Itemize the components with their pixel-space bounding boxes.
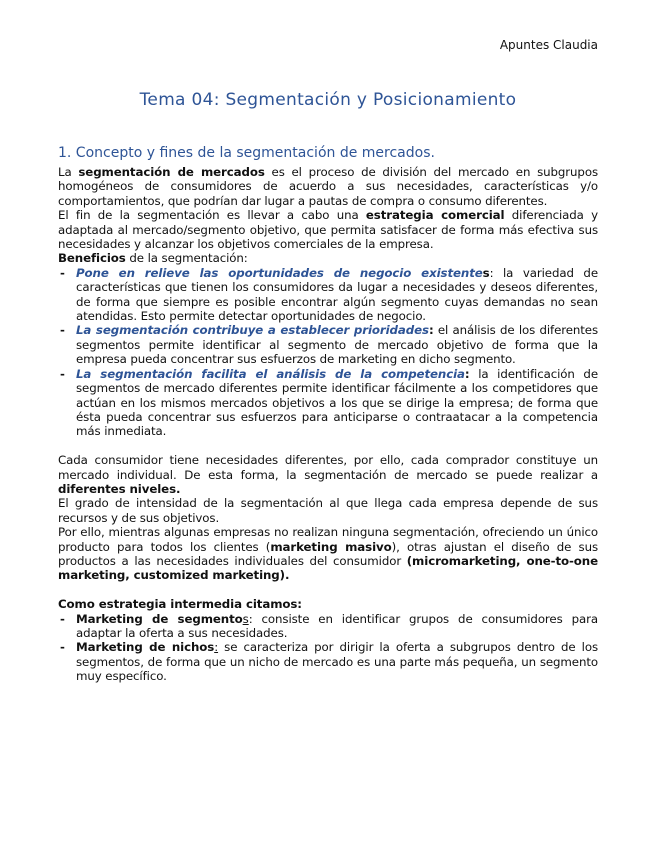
paragraph-levels: Cada consumidor tiene necesidades diferentes, por ello, cada comprador constituye un mercado individual. De esta forma, la segmentación de mercado se puede realizar a diferentes niveles. <box>58 453 598 496</box>
section-heading: 1. Concepto y fines de la segmentación de mercados. <box>58 145 435 161</box>
paragraph-intensity: El grado de intensidad de la segmentación al que llega cada empresa depende de sus recursos y de sus objetivos. <box>58 496 598 525</box>
strategy-item: - Marketing de segmentos: consiste en identificar grupos de consumidores para adaptar la oferta a sus necesidades. <box>58 612 598 641</box>
page-header-author: Apuntes Claudia <box>499 38 598 52</box>
section-body <box>58 165 598 684</box>
paragraph-definition: La segmentación de mercados es el proceso de división del mercado en subgrupos homogéneos de consumidores de acuerdo a sus necesidades, características y/o comportamientos, que podrían dar lugar a pautas de compra o consumo diferentes. <box>58 165 598 208</box>
strategy-item: - Marketing de nichos: se caracteriza por dirigir la oferta a subgrupos dentro de los segmentos, de forma que un nicho de mercado es una parte más pequeña, un segmento muy específico. <box>58 640 598 683</box>
benefits-heading: Beneficios de la segmentación: <box>58 251 248 266</box>
paragraph-purpose: El fin de la segmentación es llevar a cabo una estrategia comercial diferenciada y adaptada al mercado/segmento objetivo, que permita satisfacer de forma más efectiva sus necesidades y alcanzar los objetivos comerciales de la empresa. <box>58 208 598 252</box>
benefit-item: - Pone en relieve las oportunidades de negocio existentes: la variedad de características que tienen los consumidores da lugar a necesidades y deseos diferentes, de forma que siempre es posible encontrar algún segmento cuyas demandas no sean atendidas. Esto permite detectar oportunidades de negocio. <box>58 266 598 324</box>
strategy-heading: Como estrategia intermedia citamos: <box>58 597 302 612</box>
page-title: Tema 04: Segmentación y Posicionamiento <box>139 90 517 110</box>
benefit-item: - La segmentación facilita el análisis de la competencia: la identificación de segmentos de mercado diferentes permite identificar fácilmente a los competidores que actúan en los mismos mercados objetivos a los que se dirige la empresa; de forma que ésta pueda concentrar sus esfuerzos para anticiparse o contraatacar a la competencia más inmediata. <box>58 367 598 439</box>
paragraph-approaches: Por ello, mientras algunas empresas no realizan ninguna segmentación, ofreciendo un único producto para todos los clientes (marketing masivo), otras ajustan el diseño de sus productos a las necesidades individuales del consumidor (micromarketing, one-to-one marketing, customized marketing). <box>58 525 599 583</box>
benefit-item: - La segmentación contribuye a establecer prioridades: el análisis de los diferentes segmentos permite identificar al segmento de mercado objetivo de forma que la empresa pueda concentrar sus esfuerzos de marketing en dicho segmento. <box>58 323 598 366</box>
